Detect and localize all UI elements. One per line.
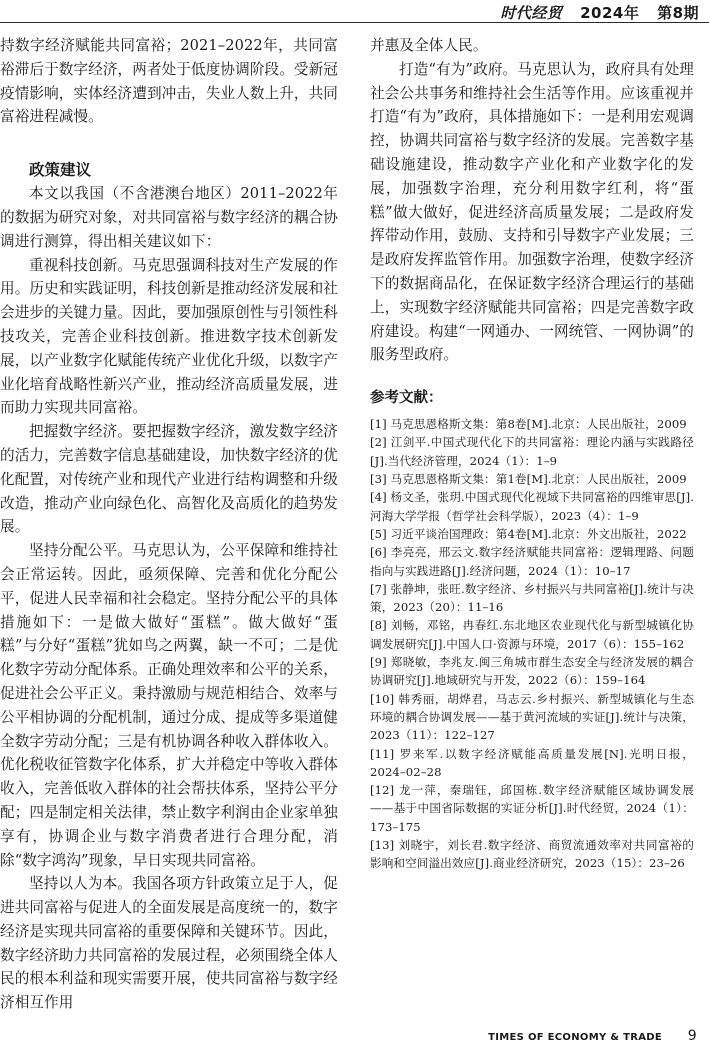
journal-header	[500, 2, 699, 23]
page-header	[0, 0, 709, 30]
right-column	[370, 34, 694, 873]
reference-item: [2] 江剑平.中国式现代化下的共同富裕：理论内涵与实践路径[J].当代经济管理，2024（1）：1–9	[370, 435, 694, 468]
fair-distribution-paragraph: 坚持分配公平。马克思认为，公平保障和维持社会正常运转。因此，亟须保障、完善和优化分配公平，促进人民幸福和社会稳定。坚持分配公平的具体措施如下：一是做大做好“蛋糕”。做大做好“蛋糕”与分好“蛋糕”犹如鸟之两翼，缺一不可；二是优化数字劳动分配体系。正确处理效率和公平的关系，促进社会公平正义。秉持激励与规范相结合、效率与公平相协调的分配机制，通过分成、提成等多渠道健全数字劳动分配；三是有机协调各种收入群体收入。优化税收征管数字化体系，扩大并稳定中等收入群体收入，完善低收入群体的社会帮扶体系，坚持公平分配；四是制定相关法律，禁止数字利润由企业家单独享有，协调企业与数字消费者进行合理分配，消除“数字鸿沟”现象，早日实现共同富裕。	[0, 542, 338, 869]
people-oriented-paragraph: 坚持以人为本。我国各项方针政策立足于人，促进共同富裕与促进人的全面发展是高度统一的，数字经济是实现共同富裕的重要保障和关键环节。因此，数字经济助力共同富裕的发展过程，必须围绕全体人民的根本利益和现实需要开展，使共同富裕与数字经济相互作用	[0, 875, 338, 1012]
intro-paragraph: 本文以我国（不含港澳台地区）2011–2022年的数据为研究对象，对共同富裕与数字经济的耦合协调进行测算，得出相关建议如下：	[0, 185, 338, 250]
continued-paragraph: 持数字经济赋能共同富裕；2021–2022年，共同富裕滞后于数字经济，两者处于低度协调阶段。受新冠疫情影响，实体经济遭到冲击，失业人数上升，共同富裕进程减慢。	[0, 37, 338, 126]
reference-item: [13] 刘晓宇，刘长君.数字经济、商贸流通效率对共同富裕的影响和空间溢出效应[J].商业经济研究，2023（15）：23–26	[370, 837, 694, 871]
government-paragraph: 打造“有为”政府。马克思认为，政府具有处理社会公共事务和维持社会生活等作用。应该重视并打造“有为”政府，具体措施如下：一是利用宏观调控，协调共同富裕与数字经济的发展。完善数字基础设施建设，推动数字产业化和产业数字化的发展，加强数字治理，充分利用数字红利，将“蛋糕”做大做好，促进经济高质量发展；二是政府发挥带动作用，鼓励、支持和引导数字产业发展；三是政府发挥监管作用。加强数字治理，使数字经济下的数据商品化，在保证数字经济合理运行的基础上，实现数字经济赋能共同富裕；四是完善数字政府建设。构建“一网通办、一网统管、一网协调”的服务型政府。	[370, 60, 694, 364]
continued-paragraph-right: 并惠及全体人民。	[370, 37, 488, 54]
digital-economy-paragraph: 把握数字经济。要把握数字经济，激发数字经济的活力，完善数字信息基础建设，加快数字经济的优化配置，对传统产业和现代产业进行结构调整和升级改造，推动产业向绿色化、高智化及高质化的趋势发展。	[0, 423, 338, 536]
page-number: 9	[687, 1028, 697, 1044]
references-title: 参考文献：	[370, 390, 443, 407]
header-rule	[0, 22, 709, 23]
section-title: 政策建议	[29, 161, 92, 180]
issue-year: 2024年	[580, 4, 640, 22]
reference-item: [9] 郑晓敏，李兆友.闽三角城市群生态安全与经济发展的耦合协调研究[J].地域研究与开发，2022（6）：159–164	[370, 655, 694, 688]
issue-number: 第8期	[657, 4, 699, 22]
left-column	[0, 34, 338, 1015]
reference-item: [10] 韩秀丽，胡烨君，马志云.乡村振兴、新型城镇化与生态环境的耦合协调发展——基于黄河流域的实证[J].统计与决策，2023（11）：122–127	[370, 691, 694, 743]
reference-item: [3] 马克思恩格斯文集：第1卷[M].北京：人民出版社，2009	[370, 472, 687, 487]
reference-list	[370, 415, 694, 872]
journal-english-name: TIMES OF ECONOMY & TRADE	[488, 1032, 662, 1043]
reference-item: [1] 马克思恩格斯文集：第8卷[M].北京：人民出版社，2009	[370, 417, 687, 432]
reference-item: [8] 刘畅，邓铭，冉春红.东北地区农业现代化与新型城镇化协调发展研究[J].中国人口·资源与环境，2017（6）：155–162	[370, 618, 694, 651]
reference-item: [7] 张静坤，张旺.数字经济、乡村振兴与共同富裕[J].统计与决策，2023（20）：11–16	[370, 581, 694, 615]
reference-item: [11] 罗来军.以数字经济赋能高质量发展[N].光明日报，2024–02–28	[370, 746, 694, 779]
page-footer	[488, 1028, 697, 1044]
reference-item: [5] 习近平谈治国理政：第4卷[M].北京：外文出版社，2022	[370, 526, 687, 541]
tech-innovation-paragraph: 重视科技创新。马克思强调科技对生产发展的作用。历史和实践证明，科技创新是推动经济发展和社会进步的关键力量。因此，要加强原创性与引领性科技攻关，完善企业科技创新。推进数字技术创新发展，以产业数字化赋能传统产业优化升级，以数字产业化培育战略性新兴产业，推动经济高质量发展，进而助力实现共同富裕。	[0, 256, 338, 417]
reference-item: [12] 龙一萍，秦瑞钰，邱国栋.数字经济赋能区域协调发展——基于中国省际数据的实证分析[J].时代经贸，2024（1）：173–175	[370, 783, 694, 834]
reference-item: [6] 李亮亮，邢云文.数字经济赋能共同富裕：逻辑理路、问题指向与实践进路[J].经济问题，2024（1）：10–17	[370, 545, 694, 578]
journal-brand: 时代经贸	[500, 4, 563, 22]
reference-item: [4] 杨文圣，张玥.中国式现代化视域下共同富裕的四维审思[J].河海大学学报（哲学社会科学版），2023（4）：1–9	[370, 490, 694, 523]
